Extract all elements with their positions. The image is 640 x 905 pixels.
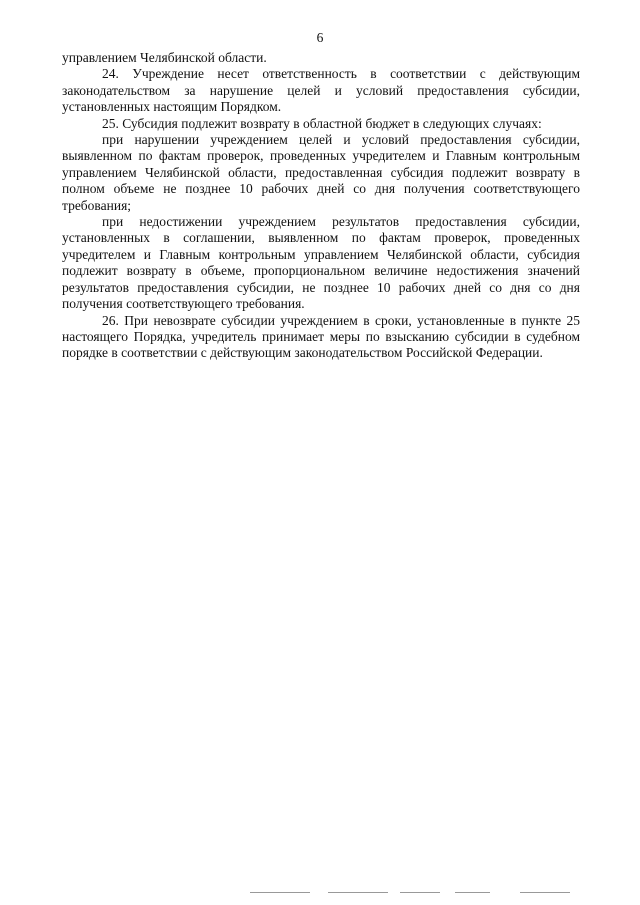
paragraph-26: 26. При невозврате субсидии учреждением в сроки, установленные в пункте 25 настоящего Порядка, учредитель принимает меры по взысканию субсидии в судебном порядке в соответствии с действующим законодательством Российской Федерации.: [62, 312, 580, 361]
page-number: 6: [316, 30, 324, 45]
document-body: [62, 50, 580, 362]
paragraph-25-case-nonachievement: при недостижении учреждением результатов предоставления субсидии, установленных в соглашении, выявленном по фактам проверок, проведенных учредителем и Главным контрольным управлением Челябинской области, субсидия подлежит возврату в объеме, пропорциональном величине недостижения значений результатов предоставления субсидии, не позднее 10 рабочих дней со дня со дня получения соответствующего требования.: [62, 214, 580, 312]
paragraph-25-case-violation: при нарушении учреждением целей и условий предоставления субсидии, выявленном по фактам проверок, проведенных учредителем и Главным контрольным управлением Челябинской области, предоставленная субсидия подлежит возврату в полном объеме не позднее 10 рабочих дней со дня получения соответствующего требования;: [62, 132, 580, 213]
paragraph-24: 24. Учреждение несет ответственность в соответствии с действующим законодательством за нарушение целей и условий предоставления субсидии, установленных настоящим Порядком.: [62, 66, 580, 115]
footer-scan-marks: [250, 892, 570, 894]
paragraph-25: 25. Субсидия подлежит возврату в областной бюджет в следующих случаях:: [102, 115, 542, 131]
paragraph-continuation: управлением Челябинской области.: [62, 50, 267, 65]
